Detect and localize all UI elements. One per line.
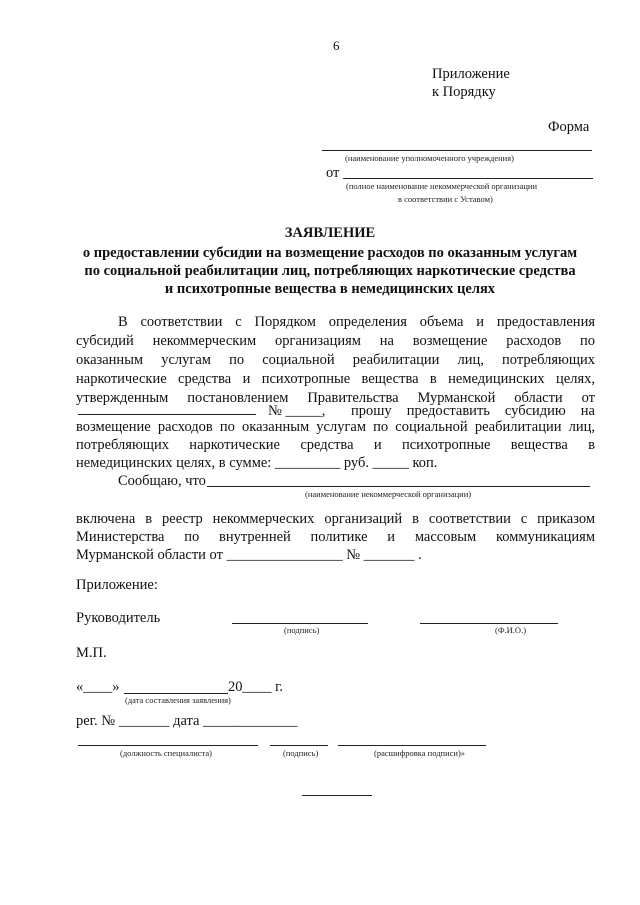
body-line-7: возмещение расходов по оказанным услугам по социальной реабилитации лиц, [76, 419, 595, 435]
document-title: ЗАЯВЛЕНИЕ [284, 225, 376, 241]
body-line-4: наркотические средства и психотропные вещества в немедицинских целях, [76, 371, 595, 387]
head-fio-caption: (Ф.И.О.) [495, 625, 527, 635]
head-signature-caption: (подпись) [284, 625, 320, 635]
decree-number: № _____, [268, 403, 326, 419]
report-label: Сообщаю, что [118, 473, 206, 489]
decree-date-line [78, 414, 256, 415]
appendix-line-1: Приложение [432, 66, 510, 82]
head-fio-line [420, 623, 558, 624]
body-line-6: прошу предоставить субсидию на [351, 403, 595, 419]
institution-caption: (наименование уполномоченного учреждения) [345, 153, 514, 163]
title-line-1: о предоставлении субсидии на возмещение расходов по оказанным услугам [82, 245, 578, 261]
date-day: «____» [76, 679, 120, 695]
organization-caption-1: (полное наименование некоммерческой организации [346, 181, 538, 191]
title-line-3: и психотропные вещества в немедицинских целях [164, 281, 496, 297]
registry-line-1: включена в реестр некоммерческих организаций в соответствии с приказом [76, 511, 595, 527]
body-line-5: утвержденным постановлением Правительства Мурманской области от [76, 390, 595, 406]
organization-line [343, 178, 593, 179]
closing-separator [302, 795, 372, 796]
body-line-3: оказанным услугам по социальной реабилитации лиц, потребляющих [76, 352, 595, 368]
specialist-position-caption: (должность специалиста) [120, 748, 212, 758]
body-line-1: В соответствии с Порядком определения объема и предоставления [118, 314, 595, 330]
head-signature-line [232, 623, 368, 624]
institution-line [322, 150, 592, 151]
date-caption: (дата составления заявления) [125, 695, 231, 705]
body-line-8: потребляющих наркотические средства и психотропные вещества в [76, 437, 595, 453]
date-year: 20____ г. [228, 679, 284, 695]
body-line-2: субсидий некоммерческим организациям на возмещение расходов по [76, 333, 595, 349]
registry-line-2: Министерства по внутренней политике и массовым коммуникациям [76, 529, 595, 545]
date-month-line [124, 693, 228, 694]
specialist-decoding-line [338, 745, 486, 746]
attachments-label: Приложение: [76, 577, 158, 593]
nko-name-line [207, 486, 590, 487]
seal-label: М.П. [76, 645, 107, 661]
nko-name-caption: (наименование некоммерческой организации) [305, 489, 472, 499]
specialist-signature-caption: (подпись) [283, 748, 319, 758]
page-number: 6 [333, 38, 340, 53]
specialist-signature-line [270, 745, 328, 746]
specialist-position-line [78, 745, 258, 746]
from-label: от [326, 165, 340, 181]
specialist-decoding-caption: (расшифровка подписи)» [374, 748, 466, 758]
registry-line-3: Мурманской области от ________________ № _______ . [76, 547, 422, 563]
title-line-2: по социальной реабилитации лиц, потребляющих наркотические средства [84, 263, 576, 279]
organization-caption-2: в соответствии с Уставом) [398, 194, 493, 204]
head-label: Руководитель [76, 610, 161, 626]
appendix-line-2: к Порядку [432, 84, 496, 100]
form-label: Форма [548, 119, 590, 135]
body-line-9: немедицинских целях, в сумме: _________ руб. _____ коп. [76, 455, 438, 471]
registration-line: рег. № _______ дата _____________ [76, 713, 298, 729]
